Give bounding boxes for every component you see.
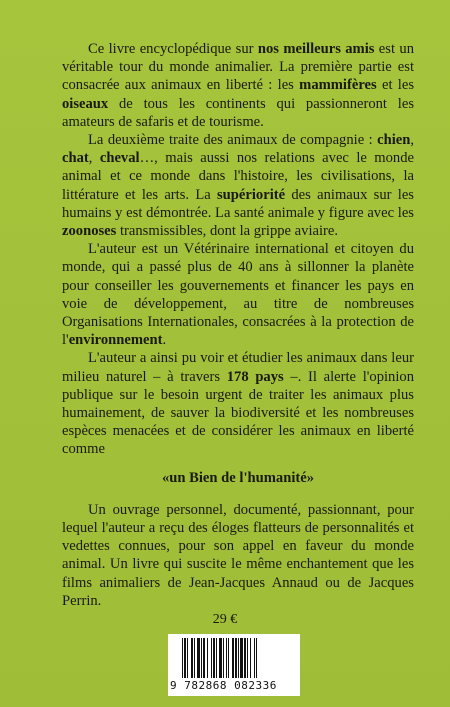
barcode-bar — [223, 638, 224, 678]
barcode-bar — [235, 638, 237, 678]
barcode-bar — [256, 638, 257, 678]
body-text: L'auteur est un Vétérinaire international et citoyen du monde, qui a passé plus de 40 ans à sillonner la planète pour conseiller les gouvernements et financer les pays en voie de développement, au titre de nombreuses Organisations Internationales, consacrées à la protection de l' — [62, 241, 414, 349]
blurb-paragraph — [62, 131, 414, 240]
body-text: et les — [376, 77, 414, 94]
body-text: Ce livre encyclopédique sur — [88, 41, 258, 57]
body-text: transmissibles, dont la grippe aviaire. — [116, 223, 339, 240]
body-text: …, mais aussi nos relations avec le monde animal et ce monde dans l'histoire, les civilisations, la littérature et les arts. La — [62, 150, 415, 203]
barcode-bar — [211, 638, 212, 678]
barcode-bar — [213, 638, 215, 678]
barcode-bar — [194, 638, 195, 678]
barcode-bar — [228, 638, 229, 678]
barcode-bar — [216, 638, 217, 678]
barcode-bar — [247, 638, 248, 678]
barcode-bar — [244, 638, 246, 678]
blurb-paragraph — [62, 40, 414, 131]
barcode-bar — [226, 638, 227, 678]
highlight-quote: «un Bien de l'humanité» — [161, 469, 315, 486]
barcode-bar — [240, 638, 243, 678]
emphasis-text: cheval — [99, 150, 140, 167]
barcode-bar — [250, 638, 251, 678]
barcode-bar — [207, 638, 208, 678]
emphasis-text: chien — [377, 132, 411, 149]
barcode-bars-icon — [182, 638, 286, 678]
emphasis-text: mammifères — [299, 77, 377, 94]
emphasis-text: zoonoses — [62, 223, 117, 240]
emphasis-text: oiseaux — [62, 95, 109, 112]
emphasis-text: chat — [62, 150, 89, 167]
emphasis-text: 178 pays — [226, 368, 284, 385]
barcode-bar — [219, 638, 222, 678]
price-label: 29 € — [212, 612, 238, 627]
blurb-paragraph — [62, 349, 414, 458]
body-text: . — [162, 332, 167, 349]
barcode-bar — [187, 638, 188, 678]
barcode-bar — [232, 638, 234, 678]
body-text: , — [88, 150, 100, 167]
body-text: des animaux sur les humains y est démontrée. La santé animale y figure avec les — [62, 186, 414, 221]
emphasis-text: supériorité — [217, 186, 286, 203]
closing-paragraph: Un ouvrage personnel, documenté, passionnant, pour lequel l'auteur a reçu des éloges flatteurs de personnalités et vedettes connues, pour son appel en faveur du monde animal. Un livre qui suscite le même enchantement que les films animaliers de Jean-Jacques Annaud ou de Jacques Perrin. — [62, 501, 414, 609]
emphasis-text: nos meilleurs amis — [257, 41, 375, 57]
barcode-bar — [197, 638, 200, 678]
barcode-bar — [203, 638, 205, 678]
barcode-bar — [182, 638, 183, 678]
barcode-bar — [201, 638, 202, 678]
isbn-number: 9 782868 082336 — [170, 679, 277, 692]
barcode-bar — [238, 638, 239, 678]
body-text: L'auteur a ainsi pu voir et étudier les animaux dans leur milieu naturel – à travers — [62, 350, 414, 385]
blurb-paragraph — [62, 240, 414, 349]
body-text: de tous les continents qui passionneront les amateurs de safaris et de tourisme. — [62, 95, 414, 130]
barcode — [168, 634, 300, 696]
barcode-bar — [184, 638, 186, 678]
body-text: est un véritable tour du monde animalier. La première partie est consacrée aux animaux en liberté : les — [62, 41, 414, 94]
back-cover-text — [62, 40, 414, 610]
body-text: –. Il alerte l'opinion publique sur le besoin urgent de traiter les animaux plus humainement, de sauver la biodiversité et les nombreuses espèces menacées et de considérer les animaux en liberté comme — [62, 368, 414, 458]
body-text: La deuxième traite des animaux de compagnie : — [88, 132, 378, 149]
barcode-bar — [191, 638, 193, 678]
emphasis-text: environnement — [68, 332, 163, 349]
barcode-bar — [254, 638, 255, 678]
body-text: , — [410, 132, 414, 149]
blurb-paragraphs — [62, 40, 414, 459]
